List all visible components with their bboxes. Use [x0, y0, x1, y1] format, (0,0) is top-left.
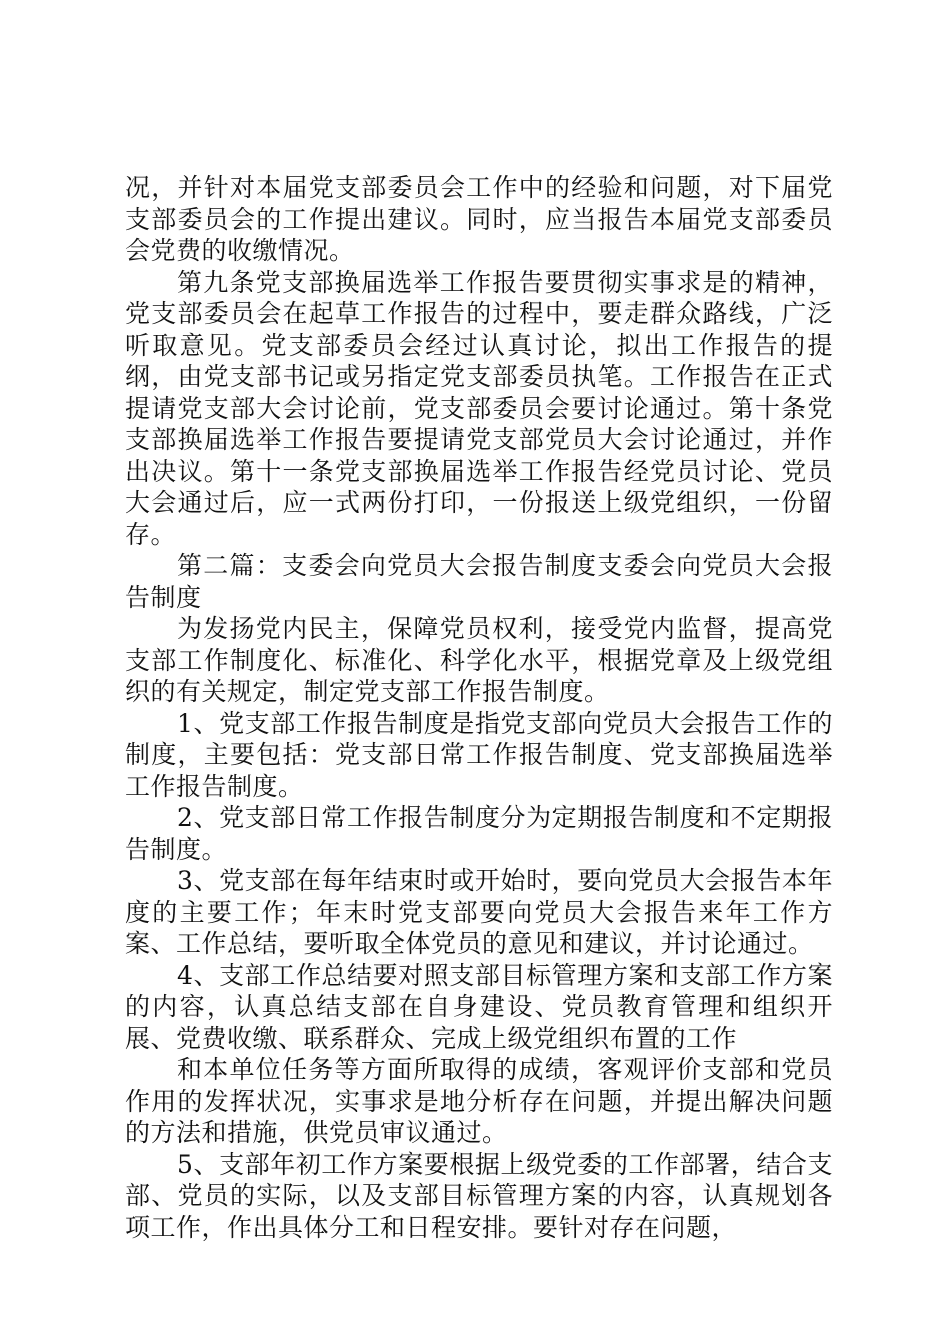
paragraph-intro: 为发扬党内民主，保障党员权利，接受党内监督，提高党支部工作制度化、标准化、科学化水平，根据党章及上级党组织的有关规定，制定党支部工作报告制度。 — [125, 614, 833, 706]
paragraph-article-9: 第九条党支部换届选举工作报告要贯彻实事求是的精神，党支部委员会在起草工作报告的过程中，要走群众路线，广泛听取意见。党支部委员会经过认真讨论，拟出工作报告的提纲，由党支部书记或另指定党支部委员执笔。工作报告在正式提请党支部大会讨论前，党支部委员会要讨论通过。第十条党支部换届选举工作报告要提请党支部党员大会讨论通过，并作出决议。第十一条党支部换届选举工作报告经党员讨论、党员大会通过后，应一式两份打印，一份报送上级党组织，一份留存。 — [125, 267, 833, 549]
paragraph-item-4: 4、支部工作总结要对照支部目标管理方案和支部工作方案的内容，认真总结支部在自身建设、党员教育管理和组织开展、党费收缴、联系群众、完成上级党组织布置的工作 — [125, 960, 833, 1053]
paragraph-item-5: 5、支部年初工作方案要根据上级党委的工作部署，结合支部、党员的实际，以及支部目标管理方案的内容，认真规划各项工作，作出具体分工和日程安排。要针对存在问题， — [125, 1149, 833, 1242]
section-heading: 第二篇：支委会向党员大会报告制度支委会向党员大会报告制度 — [125, 551, 833, 612]
paragraph-continuation: 况，并针对本届党支部委员会工作中的经验和问题，对下届党支部委员会的工作提出建议。同时，应当报告本届党支部委员会党费的收缴情况。 — [125, 173, 833, 265]
paragraph-item-4-continued: 和本单位任务等方面所取得的成绩，客观评价支部和党员作用的发挥状况，实事求是地分析存在问题，并提出解决问题的方法和措施，供党员审议通过。 — [125, 1055, 833, 1147]
paragraph-item-3: 3、党支部在每年结束时或开始时，要向党员大会报告本年度的主要工作；年末时党支部要向党员大会报告来年工作方案、工作总结，要听取全体党员的意见和建议，并讨论通过。 — [125, 866, 833, 958]
paragraph-item-2: 2、党支部日常工作报告制度分为定期报告制度和不定期报告制度。 — [125, 803, 833, 864]
paragraph-item-1: 1、党支部工作报告制度是指党支部向党员大会报告工作的制度，主要包括：党支部日常工作报告制度、党支部换届选举工作报告制度。 — [125, 708, 833, 801]
document-body — [125, 172, 833, 1243]
